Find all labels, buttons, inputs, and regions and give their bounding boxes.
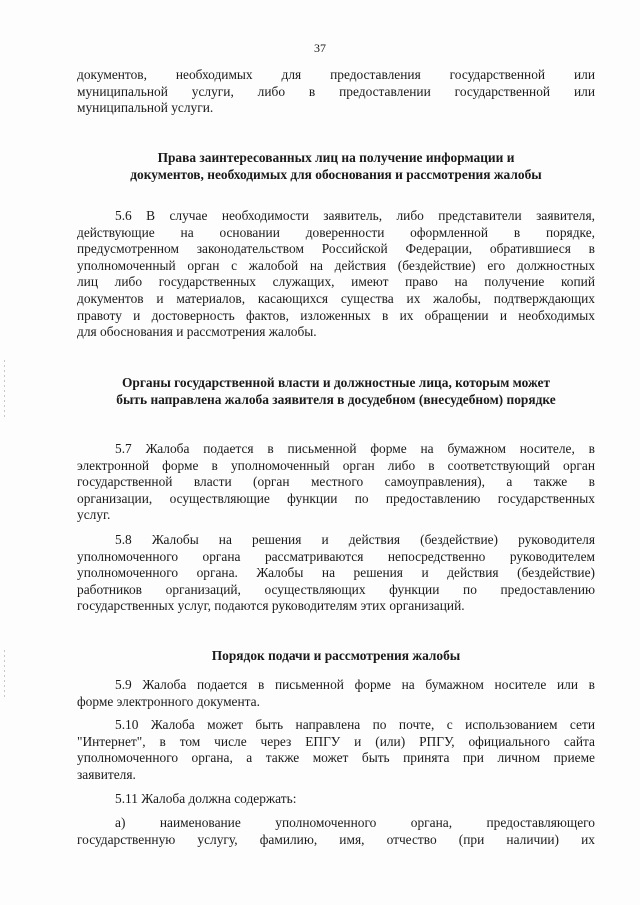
text-line: услуг.	[77, 507, 111, 523]
section-heading-procedure	[77, 648, 595, 665]
text-line: уполномоченного органа, а также может быть принята при личном приеме	[77, 750, 595, 766]
text-line: документов, необходимых для предоставления государственной или	[77, 67, 595, 82]
text-line: 5.7 Жалоба подается в письменной форме на бумажном носителе, в	[115, 441, 595, 456]
section-heading-organs	[77, 375, 595, 408]
paragraph-5-10	[77, 717, 595, 783]
page-number: 37	[314, 41, 326, 55]
text-line: документов и материалов, касающихся существа их жалобы, подтверждающих	[77, 290, 595, 306]
text-line: работников организаций, осуществляющих функции по предоставлению	[77, 581, 595, 597]
heading-line: Порядок подачи и рассмотрения жалобы	[211, 648, 461, 663]
heading-line: Органы государственной власти и должностные лица, которым может	[121, 375, 551, 390]
text-line: уполномоченного органа рассматриваются непосредственно руководителем	[77, 548, 595, 564]
paragraph-5-6	[77, 208, 595, 341]
text-line: предусмотренном законодательством Российской Федерации, обратившиеся в	[77, 241, 595, 257]
text-line: для обоснования и рассмотрения жалобы.	[77, 324, 317, 340]
text-line: государственной власти (орган местного самоуправления), а также в	[77, 474, 595, 490]
paragraph-item-a	[77, 815, 595, 848]
text-line: форме электронного документа.	[77, 693, 260, 709]
text-line: 5.9 Жалоба подается в письменной форме на бумажном носителе или в	[115, 677, 595, 692]
text-line: муниципальной услуги, либо в предоставлении государственной или	[77, 83, 595, 99]
paragraph-5-7	[77, 441, 595, 524]
scan-edge-mark	[4, 360, 5, 420]
scan-edge-mark	[4, 650, 5, 700]
section-heading-rights	[77, 150, 595, 183]
text-line: муниципальной услуги.	[77, 100, 214, 116]
paragraph-5-9	[77, 677, 595, 710]
heading-line: документов, необходимых для обоснования и рассмотрения жалобы	[130, 166, 542, 182]
text-line: 5.11 Жалоба должна содержать:	[115, 791, 297, 806]
text-line: уполномоченного органа. Жалобы на решения и действия (бездействие)	[77, 565, 595, 581]
text-line: 5.10 Жалоба может быть направлена по почте, с использованием сети	[115, 717, 595, 732]
paragraph-5-11	[77, 791, 595, 808]
text-line: заявителя.	[77, 766, 136, 782]
text-line: организации, осуществляющие функции по предоставлению государственных	[77, 490, 595, 506]
text-line: действующие на основании доверенности оформленной в порядке,	[77, 224, 595, 240]
text-line: 5.6 В случае необходимости заявитель, либо представители заявителя,	[115, 208, 595, 223]
text-line: лиц либо государственных служащих, имеют право на получение копий	[77, 274, 595, 290]
paragraph-5-8	[77, 532, 595, 615]
intro-paragraph	[77, 67, 595, 117]
text-line: уполномоченный орган с жалобой на действия (бездействие) его должностных	[77, 257, 595, 273]
text-line: государственных услуг, подаются руководителям этих организаций.	[77, 598, 465, 614]
heading-line: быть направлена жалоба заявителя в досудебном (внесудебном) порядке	[116, 391, 556, 407]
text-line: правоту и достоверность фактов, изложенных в их обращении и необходимых	[77, 307, 595, 323]
text-line: "Интернет", в том числе через ЕПГУ и (или) РПГУ, официального сайта	[77, 733, 595, 749]
text-line: электронной форме в уполномоченный орган либо в соответствующий орган	[77, 457, 595, 473]
text-line: государственную услугу, фамилию, имя, отчество (при наличии) их	[77, 831, 595, 847]
text-line: а) наименование уполномоченного органа, предоставляющего	[115, 815, 595, 830]
heading-line: Права заинтересованных лиц на получение информации и	[157, 150, 515, 165]
text-line: 5.8 Жалобы на решения и действия (бездействие) руководителя	[115, 532, 595, 547]
